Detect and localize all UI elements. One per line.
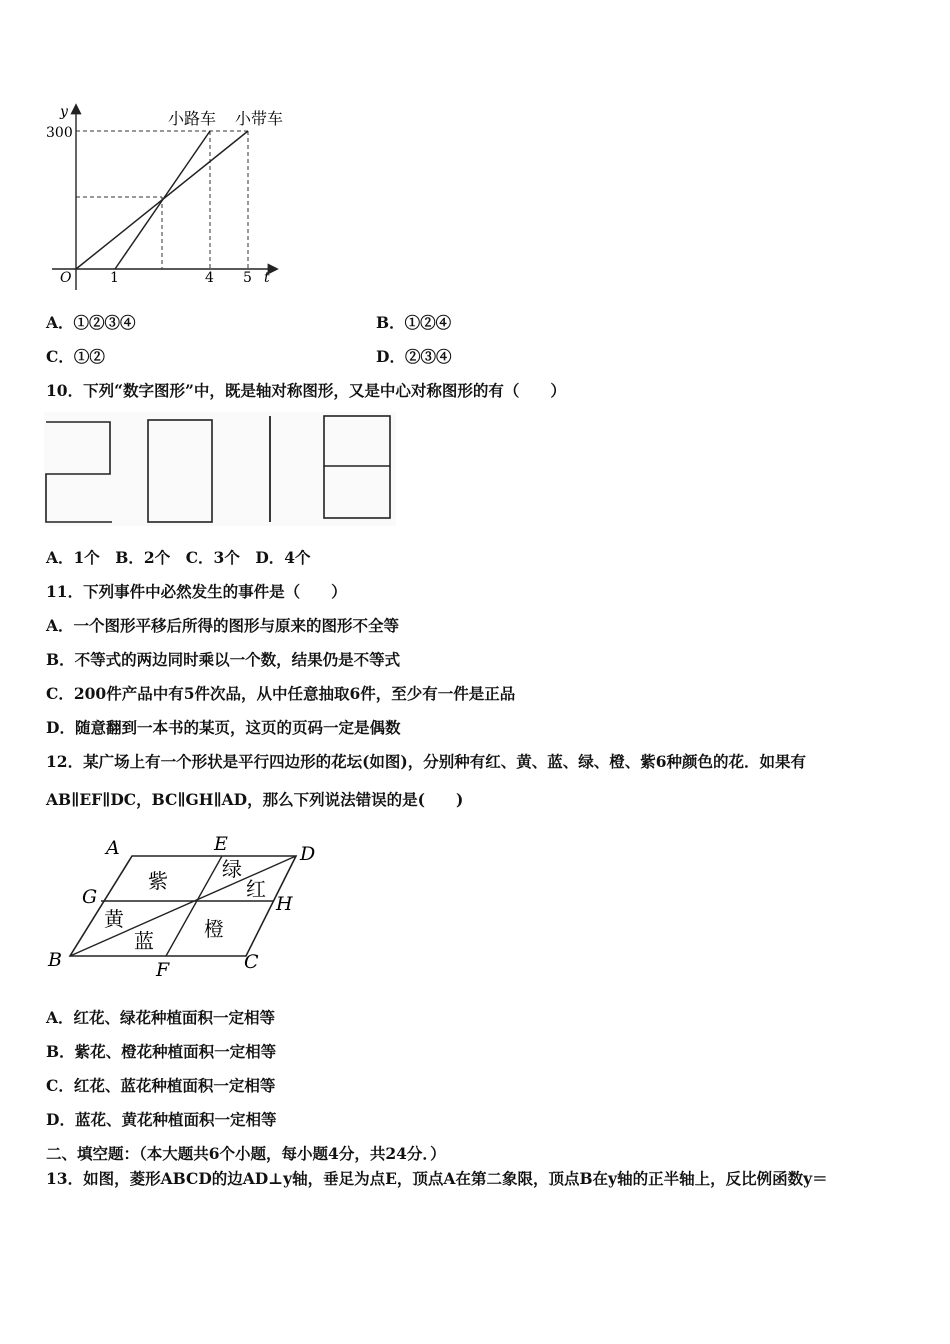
vertex-f: F: [156, 959, 170, 981]
q12-option-a: A．红花、绿花种植面积一定相等: [46, 1008, 276, 1027]
q9-option-d: D．②③④: [376, 347, 452, 366]
origin-label: O: [60, 270, 72, 286]
q12-option-d: D．蓝花、黄花种植面积一定相等: [46, 1110, 277, 1129]
region-red: 红: [246, 877, 266, 901]
q11-option-c: C．200件产品中有5件次品，从中任意抽取6件，至少有一件是正品: [46, 684, 516, 703]
road-car-label: 小路车: [168, 109, 217, 128]
vertex-c: C: [244, 951, 259, 973]
vertex-a: A: [106, 837, 120, 859]
region-blue: 蓝: [134, 929, 154, 953]
digit-figures-2018: [44, 412, 396, 528]
region-yellow: 黄: [104, 907, 124, 931]
q12-option-b: B．紫花、橙花种植面积一定相等: [46, 1042, 277, 1061]
q10-options: A．1个 B．2个 C．3个 D．4个: [46, 548, 311, 567]
q12-stem-line1: 12．某广场上有一个形状是平行四边形的花坛(如图)，分别种有红、黄、蓝、绿、橙、紫6种颜色的花．如果有: [46, 752, 807, 771]
y-axis-label: y: [60, 104, 68, 120]
q13-stem: 13．如图，菱形ABCD的边AD⊥y轴，垂足为点E，顶点A在第二象限，顶点B在y轴的正半轴上，反比例函数y＝: [46, 1169, 828, 1188]
q9-option-c: C．①②: [46, 347, 105, 366]
x-axis-label: t: [264, 270, 270, 286]
q12-stem-line2: AB∥EF∥DC，BC∥GH∥AD，那么下列说法错误的是( ): [46, 790, 464, 809]
distance-time-graph: [40, 100, 300, 300]
vertex-e: E: [214, 833, 228, 855]
x-tick-1: 1: [110, 270, 119, 286]
y-tick-300: 300: [46, 125, 73, 141]
vertex-d: D: [300, 843, 316, 865]
q11-option-d: D．随意翻到一本书的某页，这页的页码一定是偶数: [46, 718, 401, 737]
vertex-b: B: [48, 949, 62, 971]
parallelogram-flowerbed-figure: [40, 826, 340, 986]
q9-option-a: A．①②③④: [46, 313, 136, 332]
x-tick-4: 4: [205, 270, 214, 286]
region-purple: 紫: [148, 869, 168, 893]
q11-option-b: B．不等式的两边同时乘以一个数，结果仍是不等式: [46, 650, 401, 669]
q11-stem: 11．下列事件中必然发生的事件是（ ）: [46, 582, 347, 601]
q12-option-c: C．红花、蓝花种植面积一定相等: [46, 1076, 276, 1095]
q9-option-b: B．①②④: [376, 313, 452, 332]
region-orange: 橙: [204, 917, 224, 941]
vertex-h: H: [276, 893, 293, 915]
q10-stem: 10．下列“数字图形”中，既是轴对称图形，又是中心对称图形的有（ ）: [46, 381, 566, 400]
section-2-heading: 二、填空题：（本大题共6个小题，每小题4分，共24分．）: [46, 1144, 446, 1163]
x-tick-5: 5: [243, 270, 252, 286]
region-green: 绿: [222, 857, 242, 881]
q11-option-a: A．一个图形平移后所得的图形与原来的图形不全等: [46, 616, 400, 635]
vertex-g: G: [82, 886, 98, 908]
belt-car-label: 小带车: [235, 109, 284, 128]
